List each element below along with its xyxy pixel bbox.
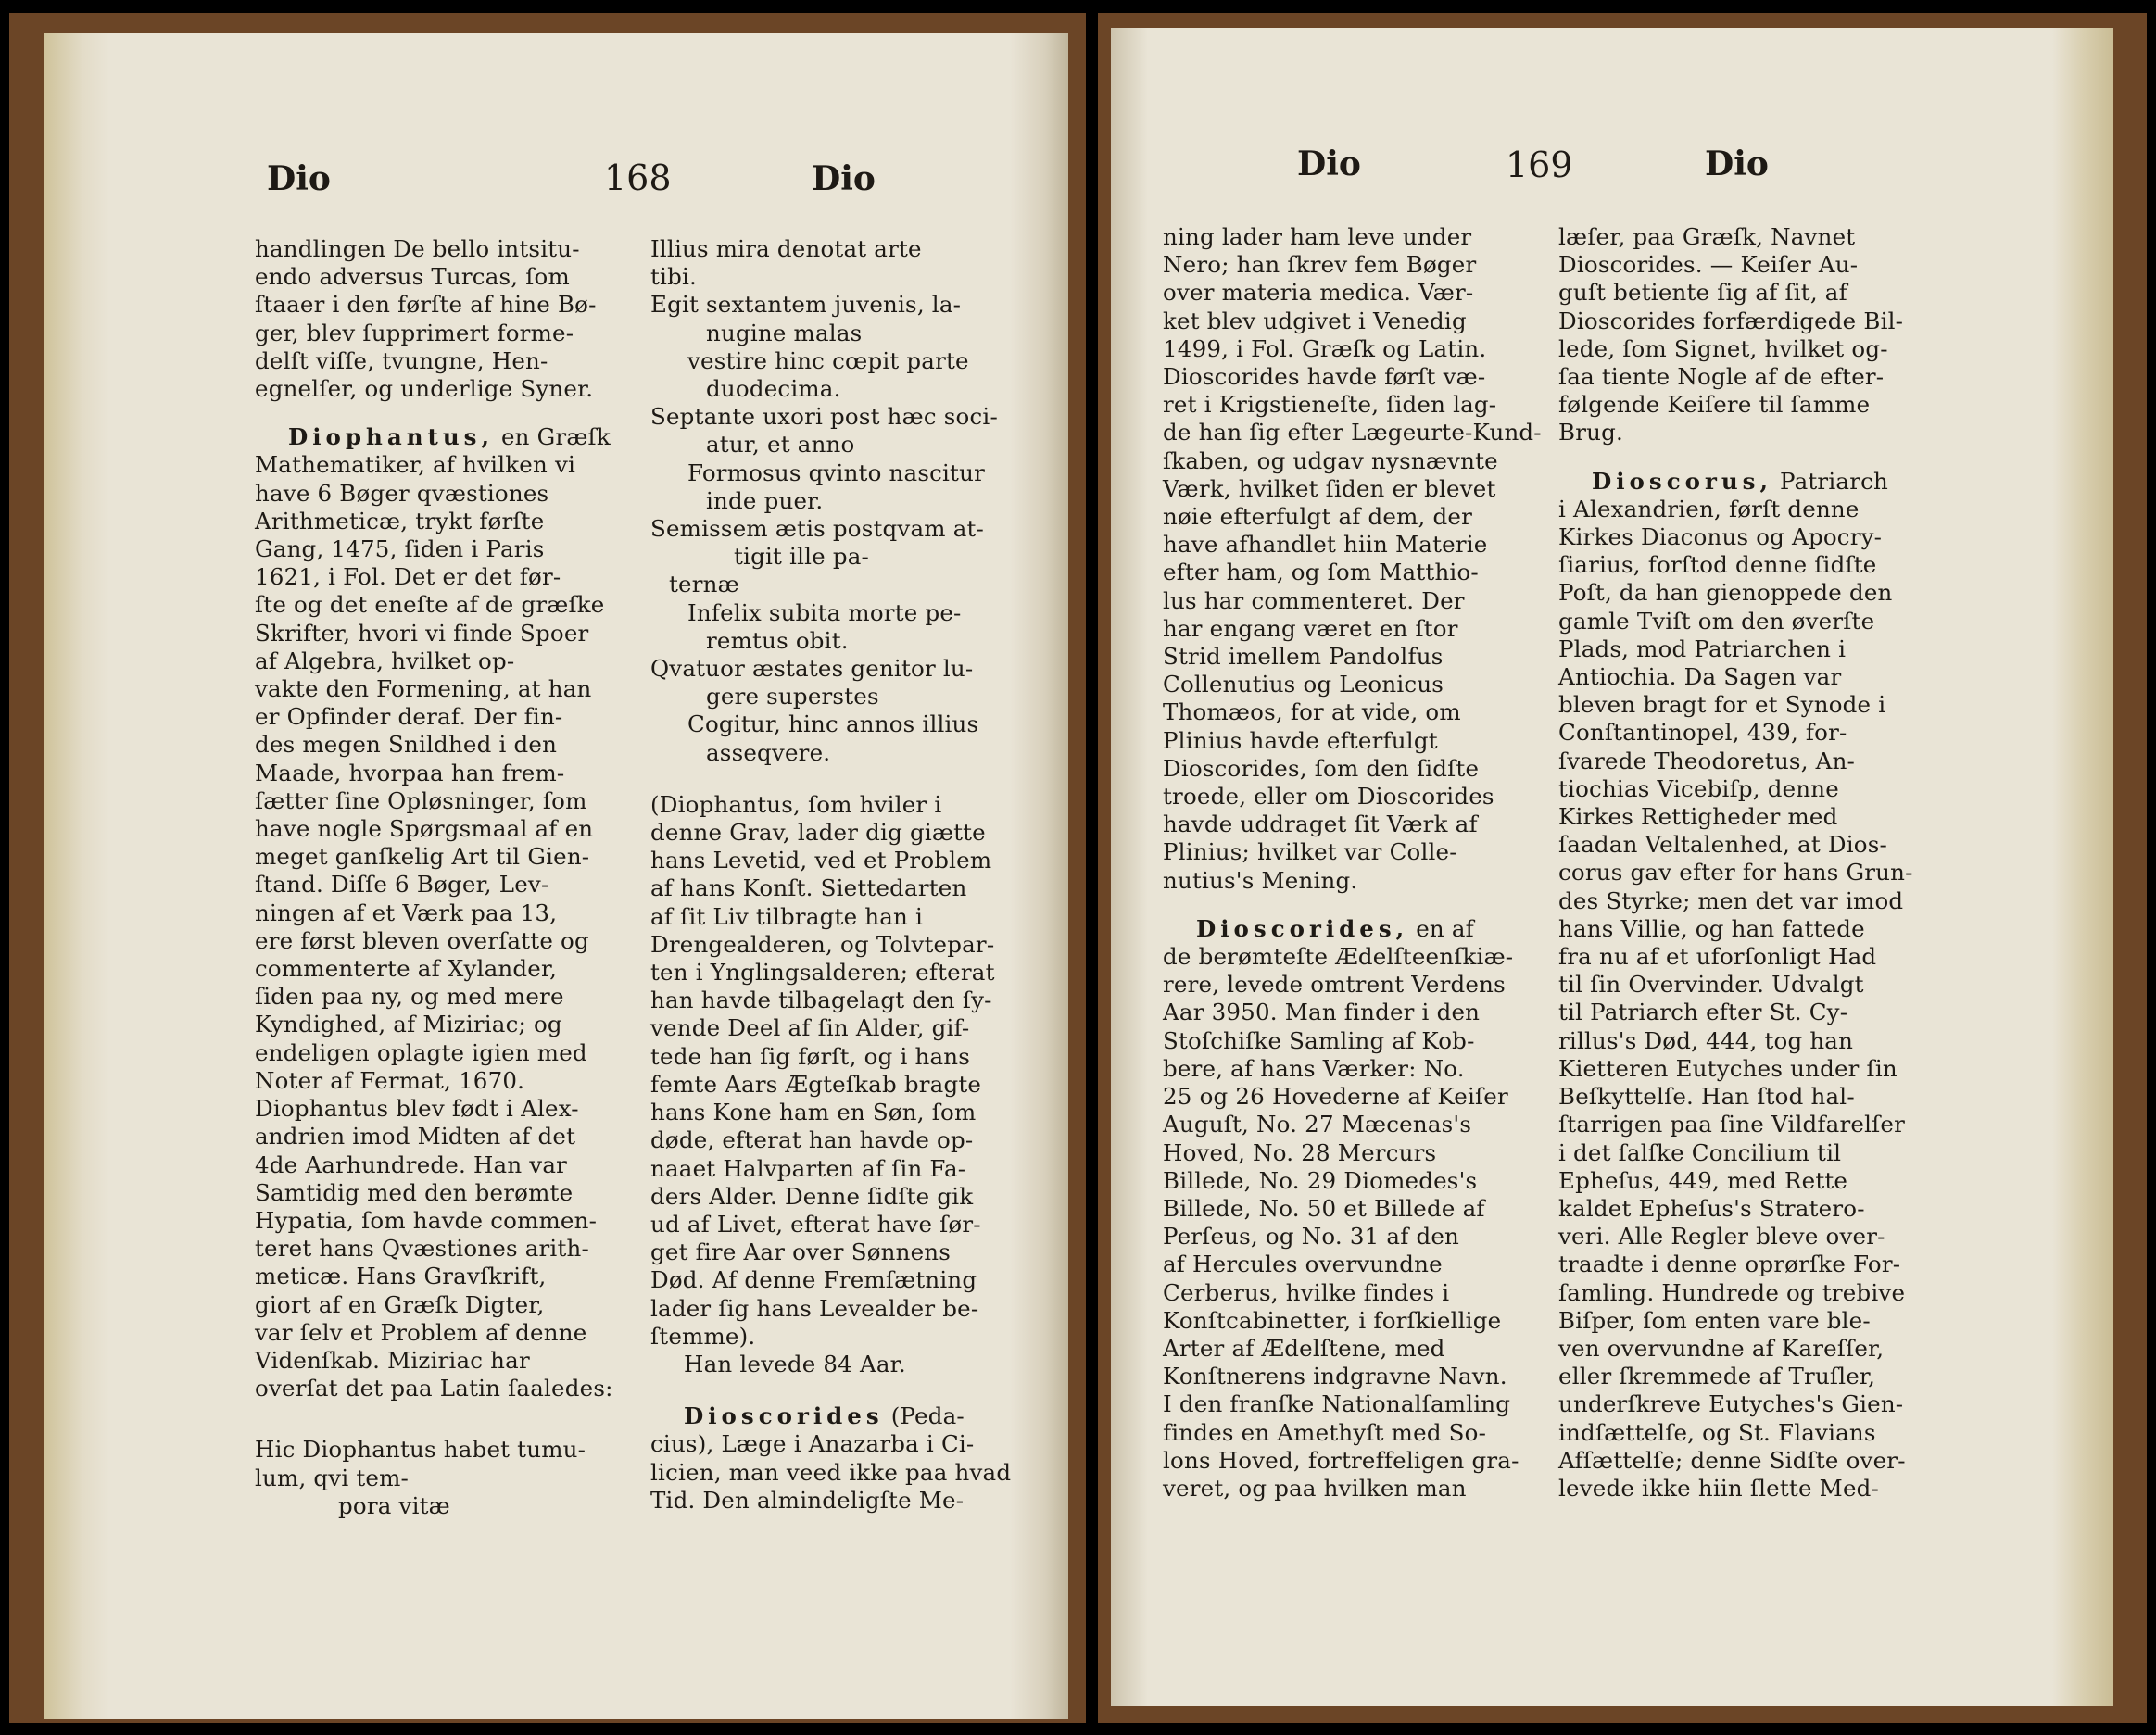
text-line: ſtemme).: [650, 1322, 756, 1350]
text-line: egnelſer, og underlige Syner.: [255, 375, 594, 403]
text-line: ſtaaer i den førſte af hine Bø-: [255, 291, 597, 319]
poem-line: nugine malas: [706, 319, 863, 346]
text-line: rere, levede omtrent Verdens: [1163, 971, 1506, 999]
text-line: tiochias Vicebiſp, denne: [1558, 774, 1839, 802]
text-line: fra nu af et uforſonligt Had: [1558, 943, 1877, 971]
text-line: Konſtcabinetter, i forſkiellige: [1163, 1306, 1502, 1334]
text-line: (Peda-: [890, 1402, 965, 1430]
epitaph-poem: [650, 235, 1021, 767]
text-line: følgende Keiſere til ſamme: [1558, 391, 1871, 419]
text-line: veret, og paa hvilken man: [1163, 1474, 1467, 1502]
right-header-right: Dio: [1705, 145, 1769, 183]
text-line: hans Villie, og han fattede: [1558, 914, 1865, 942]
epitaph-poem-start: [255, 1436, 635, 1520]
text-line: Drengealderen, og Tolvtepar-: [650, 930, 995, 958]
left-page-number: 168: [604, 157, 672, 198]
right-header-left: Dio: [1297, 145, 1361, 183]
text-line: (Diophantus, ſom hviler i: [650, 790, 942, 818]
text-line: vakte den Formening, at han: [255, 675, 592, 703]
text-line: Poſt, da han gienoppede den: [1558, 579, 1893, 607]
text-line: Conſtantinopel, 439, for-: [1558, 719, 1847, 747]
text-line: Brug.: [1558, 419, 1623, 446]
text-line: i Alexandrien, førſt denne: [1558, 495, 1860, 522]
text-line: troede, eller om Dioscorides: [1163, 783, 1494, 811]
left-header-left: Dio: [267, 159, 331, 198]
text-line: handlingen De bello intsitu-: [255, 235, 580, 262]
text-line: meget ganſkelig Art til Gien-: [255, 843, 590, 871]
text-line: Nero; han ſkrev fem Bøger: [1163, 251, 1477, 279]
translation-paragraph: [650, 791, 1021, 1378]
text-line: Arithmeticæ, trykt førſte: [255, 507, 545, 534]
text-line: findes en Amethyſt med So-: [1163, 1418, 1487, 1446]
entry-dioscorides-pedacius: [650, 1402, 1021, 1515]
text-line: ſiarius, forſtod denne ſidſte: [1558, 551, 1877, 579]
text-line: Skrifter, hvori vi finde Spoer: [255, 619, 589, 647]
text-line: Beſkyttelſe. Han ſtod hal-: [1558, 1083, 1855, 1111]
text-line: nøie efterfulgt af dem, der: [1163, 503, 1473, 531]
text-line: cius), Læge i Anazarba i Ci-: [650, 1430, 975, 1458]
entry-dioscorides-gem-continued: [1558, 223, 1940, 447]
text-line: kaldet Epheſus's Stratero-: [1558, 1194, 1865, 1222]
text-line: gamle Tviſt om den øverſte: [1558, 607, 1875, 635]
text-line: underſkreve Eutyches's Gien-: [1558, 1390, 1904, 1418]
text-line: Stoſchiſke Samling af Kob-: [1163, 1026, 1475, 1054]
lived-line: Han levede 84 Aar.: [684, 1350, 906, 1377]
text-line: Kirkes Rettigheder med: [1558, 803, 1838, 831]
poem-line: atur, et anno: [706, 431, 855, 459]
text-line: Videnſkab. Miziriac har: [255, 1346, 530, 1374]
text-line: ret i Krigstieneſte, ſiden lag-: [1163, 391, 1497, 419]
text-line: Plads, mod Patriarchen i: [1558, 635, 1847, 662]
text-line: havde uddraget ſit Værk af: [1163, 811, 1478, 838]
text-line: Perſeus, og No. 31 af den: [1163, 1223, 1460, 1251]
text-line: Noter af Fermat, 1670.: [255, 1066, 525, 1094]
text-line: vende Deel af ſin Alder, gif-: [650, 1014, 970, 1042]
text-line: lader ſig hans Levealder be-: [650, 1294, 979, 1322]
text-line: Epheſus, 449, med Rette: [1558, 1166, 1848, 1194]
text-line: ſaa tiente Nogle af de efter-: [1558, 363, 1885, 391]
poem-line: gere superstes: [706, 683, 879, 710]
right-page-scan: [1098, 13, 2147, 1723]
text-line: endeligen oplagte igien med: [255, 1038, 587, 1066]
text-line: naaet Halvparten af ſin Fa-: [650, 1154, 966, 1182]
text-line: ud af Livet, efterat have ſør-: [650, 1210, 981, 1238]
text-line: Dioscorides forfærdigede Bil-: [1558, 307, 1904, 334]
text-line: ning lader ham leve under: [1163, 223, 1472, 250]
text-line: meticæ. Hans Gravſkrift,: [255, 1263, 547, 1290]
text-line: licien, man veed ikke paa hvad: [650, 1458, 1012, 1486]
text-line: til ſin Overvinder. Udvalgt: [1558, 971, 1864, 999]
text-line: 4de Aarhundrede. Han var: [255, 1150, 568, 1178]
text-line: ere først bleven overſatte og: [255, 926, 589, 954]
text-line: bleven bragt for et Synode i: [1558, 691, 1886, 719]
text-line: Diophantus blev født i Alex-: [255, 1095, 579, 1123]
entry-dioscorides-continued: [1163, 223, 1543, 895]
right-page-gutter: [1111, 28, 1148, 1706]
text-line: Biſper, ſom enten vare ble-: [1558, 1306, 1871, 1334]
text-line: ſvarede Theodoretus, An-: [1558, 747, 1856, 774]
text-line: af hans Konſt. Siettedarten: [650, 874, 967, 902]
text-line: overſat det paa Latin ſaaledes:: [255, 1375, 613, 1402]
text-line: Hoved, No. 28 Mercurs: [1163, 1138, 1437, 1166]
poem-line: Formosus qvinto nascitur: [687, 459, 985, 486]
text-line: ſtand. Diſſe 6 Bøger, Lev-: [255, 871, 549, 899]
text-line: ket blev udgivet i Venedig: [1163, 307, 1467, 334]
text-line: Konſtnerens indgravne Navn.: [1163, 1363, 1507, 1390]
text-line: Kirkes Diaconus og Apocry-: [1558, 523, 1883, 551]
text-line: Plinius; hvilket var Colle-: [1163, 838, 1457, 866]
text-line: Collenutius og Leonicus: [1163, 671, 1444, 698]
poem-line: vestire hinc cœpit parte: [687, 346, 969, 374]
text-line: Thomæos, for at vide, om: [1163, 698, 1461, 726]
right-page-number: 169: [1506, 145, 1573, 185]
text-line: han havde tilbagelagt den ſy-: [650, 987, 992, 1014]
text-line: var ſelv et Problem af denne: [255, 1318, 587, 1346]
text-line: Strid imellem Pandolfus: [1163, 643, 1444, 671]
text-line: til Patriarch efter St. Cy-: [1558, 999, 1848, 1026]
text-line: efter ham, og ſom Matthio-: [1163, 559, 1479, 586]
left-column-1: [255, 235, 635, 1520]
poem-line: asseqvere.: [706, 738, 831, 766]
poem-line: lum, qvi tem-: [255, 1464, 410, 1491]
text-line: teret hans Qvæstiones arith-: [255, 1235, 589, 1263]
text-line: endo adversus Turcas, ſom: [255, 263, 570, 291]
poem-line: Septante uxori post hæc soci-: [650, 403, 998, 431]
text-line: af ſit Liv tilbragte han i: [650, 902, 924, 930]
left-page-edge: [44, 33, 109, 1719]
poem-line: tigit ille pa-: [734, 543, 869, 571]
text-line: andrien imod Midten af det: [255, 1123, 576, 1150]
text-line: ten i Ynglingsalderen; efterat: [650, 959, 995, 987]
text-line: de berømteſte Ædelſteenſkiæ-: [1163, 943, 1514, 971]
entry-heading-dioscorides: Dioscorides: [684, 1402, 884, 1430]
text-line: lede, ſom Signet, hvilket og-: [1558, 334, 1888, 362]
text-line: Tid. Den almindeligſte Me-: [650, 1486, 965, 1514]
text-line: nutius's Mening.: [1163, 866, 1358, 894]
text-line: have nogle Spørgsmaal af en: [255, 815, 594, 843]
text-line: Billede, No. 29 Diomedes's: [1163, 1166, 1478, 1194]
text-line: bere, af hans Værker: No.: [1163, 1054, 1465, 1082]
text-line: ſaadan Veltalenhed, at Dios-: [1558, 831, 1887, 859]
text-line: Død. Af denne Fremſætning: [650, 1266, 977, 1294]
text-line: de han ſig efter Lægeurte-Kund-: [1163, 419, 1542, 446]
poem-line: Semissem ætis postqvam at-: [650, 515, 985, 543]
poem-line: pora vitæ: [338, 1491, 450, 1519]
right-page-edge: [2052, 28, 2113, 1706]
text-line: I den franſke Nationalſamling: [1163, 1390, 1511, 1418]
text-line: Dioscorides. — Keiſer Au-: [1558, 251, 1859, 279]
text-line: hans Levetid, ved et Problem: [650, 847, 992, 874]
right-column-2: [1558, 223, 1940, 1502]
right-column-1: [1163, 223, 1543, 1502]
text-line: rillus's Død, 444, tog han: [1558, 1026, 1854, 1054]
text-line: Hypatia, ſom havde commen-: [255, 1206, 598, 1234]
poem-line: Egit sextantem juvenis, la-: [650, 291, 962, 319]
text-line: giort af en Græſk Digter,: [255, 1290, 545, 1318]
entry-heading-diophantus: Diophantus,: [288, 423, 494, 451]
text-line: veri. Alle Regler bleve over-: [1558, 1223, 1885, 1251]
text-line: døde, efterat han havde op-: [650, 1126, 974, 1154]
text-line: eller ſkremmede af Truſler,: [1558, 1363, 1876, 1390]
text-line: ſkaben, og udgav nysnævnte: [1163, 446, 1498, 474]
entry-dioscorides-gem-engraver: [1163, 915, 1543, 1502]
text-line: Auguſt, No. 27 Mæcenas's: [1163, 1111, 1472, 1138]
poem-line: tibi.: [650, 263, 697, 291]
text-line: en af: [1416, 914, 1474, 942]
text-line: læſer, paa Græſk, Navnet: [1558, 223, 1856, 250]
text-line: Gang, 1475, ſiden i Paris: [255, 535, 545, 563]
text-line: Patriarch: [1780, 467, 1889, 495]
text-line: over materia medica. Vær-: [1163, 279, 1474, 307]
text-line: delſt viſſe, tvungne, Hen-: [255, 346, 548, 374]
poem-line: remtus obit.: [706, 626, 849, 654]
text-line: har engang været en ſtor: [1163, 614, 1458, 642]
poem-line: Cogitur, hinc annos illius: [687, 710, 979, 738]
poem-line: Qvatuor æstates genitor lu-: [650, 655, 974, 683]
text-line: Samtidig med den berømte: [255, 1178, 574, 1206]
poem-line: ternæ: [669, 571, 739, 598]
entry-diophantus: [255, 423, 635, 1402]
text-line: 1499, i Fol. Græſk og Latin.: [1163, 334, 1487, 362]
text-line: Aar 3950. Man finder i den: [1163, 999, 1481, 1026]
left-column-2: [650, 235, 1021, 1515]
text-line: 25 og 26 Hovederne af Keiſer: [1163, 1083, 1508, 1111]
text-line: er Opfinder deraf. Der fin-: [255, 703, 563, 731]
poem-line: duodecima.: [706, 375, 841, 403]
text-line: Afſættelſe; denne Sidſte over-: [1558, 1446, 1906, 1474]
entry-dioscorus: [1558, 468, 1940, 1503]
text-line: Antiochia. Da Sagen var: [1558, 663, 1842, 691]
entry-heading-dioscorides-2: Dioscorides,: [1196, 914, 1409, 942]
text-line: ſtarrigen paa ſine Vildfarelſer: [1558, 1111, 1905, 1138]
text-line: ſætter ſine Opløsninger, ſom: [255, 786, 587, 814]
text-line: ſte og det eneſte af de græſke: [255, 591, 605, 619]
text-line: Kyndighed, af Miziriac; og: [255, 1011, 562, 1038]
text-line: Dioscorides, ſom den ſidſte: [1163, 754, 1480, 782]
text-line: tede han ſig førſt, og i hans: [650, 1042, 971, 1070]
text-line: denne Grav, lader dig giætte: [650, 819, 986, 847]
text-line: Billede, No. 50 et Billede af: [1163, 1194, 1485, 1222]
entry-heading-dioscorus: Dioscorus,: [1592, 467, 1772, 495]
text-line: femte Aars Ægteſkab bragte: [650, 1070, 982, 1098]
text-line: ders Alder. Denne ſidſte gik: [650, 1182, 974, 1210]
text-line: lus har commenteret. Der: [1163, 586, 1465, 614]
text-line: Plinius havde efterfulgt: [1163, 726, 1438, 754]
text-line: lons Hoved, fortreffeligen gra-: [1163, 1446, 1519, 1474]
text-line: Værk, hvilket ſiden er blevet: [1163, 474, 1496, 502]
paragraph-handlingen: [255, 235, 635, 403]
text-line: guſt betiente ſig af ſit, af: [1558, 279, 1847, 307]
text-line: traadte i denne oprørſke For-: [1558, 1251, 1901, 1278]
text-line: commenterte af Xylander,: [255, 955, 558, 983]
text-line: Maade, hvorpaa han frem-: [255, 759, 565, 786]
text-line: Dioscorides havde førſt væ-: [1163, 363, 1486, 391]
poem-line: Infelix subita morte pe-: [687, 598, 962, 626]
left-page-scan: [9, 13, 1086, 1723]
text-line: have 6 Bøger qvæstiones: [255, 479, 549, 507]
text-line: des Styrke; men det var imod: [1558, 886, 1904, 914]
left-header-right: Dio: [812, 159, 876, 198]
text-line: corus gav efter for hans Grun-: [1558, 859, 1913, 886]
text-line: hans Kone ham en Søn, ſom: [650, 1099, 977, 1126]
text-line: ven overvundne af Kareſſer,: [1558, 1334, 1885, 1362]
text-line: have afhandlet hiin Materie: [1163, 531, 1488, 559]
text-line: ſamling. Hundrede og trebive: [1558, 1278, 1906, 1306]
text-line: af Hercules overvundne: [1163, 1251, 1443, 1278]
poem-line: inde puer.: [706, 486, 824, 514]
text-line: indſættelſe, og St. Flavians: [1558, 1418, 1876, 1446]
text-line: 1621, i Fol. Det er det før-: [255, 563, 561, 591]
text-line: levede ikke hiin ſlette Med-: [1558, 1474, 1880, 1502]
poem-line: Hic Diophantus habet tumu-: [255, 1436, 586, 1464]
text-line: i det ſalſke Concilium til: [1558, 1138, 1842, 1166]
text-line: Kietteren Eutyches under ſin: [1558, 1054, 1898, 1082]
text-line: en Græſk: [500, 423, 611, 451]
text-line: des megen Snildhed i den: [255, 731, 558, 759]
text-line: ſiden paa ny, og med mere: [255, 983, 564, 1011]
text-line: Cerberus, hvilke findes i: [1163, 1278, 1450, 1306]
text-line: Arter af Ædelſtene, med: [1163, 1334, 1445, 1362]
text-line: get fire Aar over Sønnens: [650, 1238, 952, 1266]
text-line: ger, blev ſupprimert forme-: [255, 319, 574, 346]
text-line: ningen af et Værk paa 13,: [255, 899, 558, 926]
poem-line: Illius mira denotat arte: [650, 235, 922, 262]
text-line: af Algebra, hvilket op-: [255, 647, 515, 674]
text-line: Mathematiker, af hvilken vi: [255, 451, 576, 479]
